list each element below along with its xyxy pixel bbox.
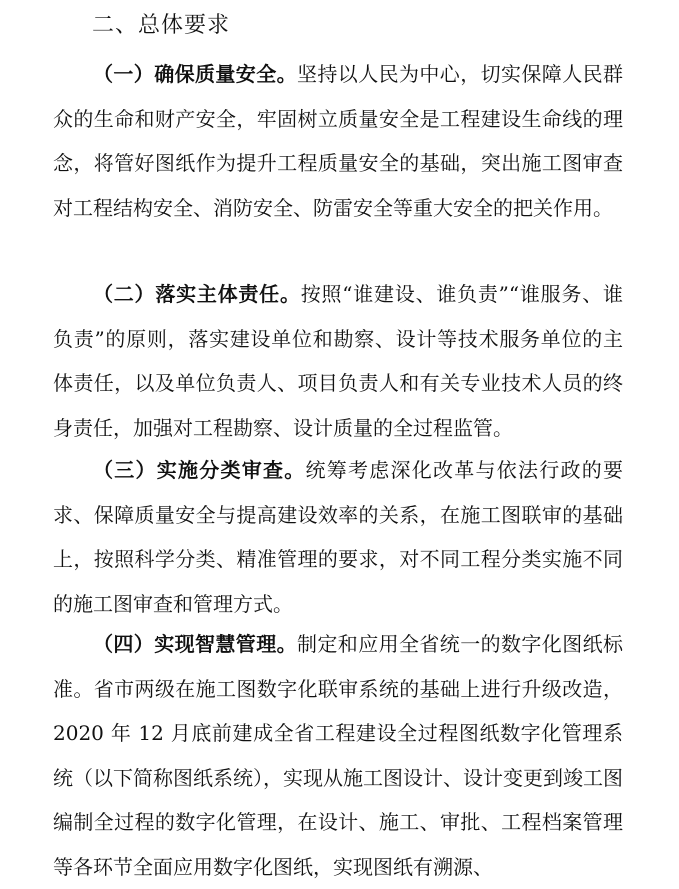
paragraph-3-lead: （三）实施分类审查。 (93, 458, 306, 482)
paragraph-1 (53, 52, 623, 230)
paragraph-3 (53, 448, 623, 626)
section-heading: 二、总体要求 (92, 13, 231, 38)
paragraph-2-body: 按照“谁建设、谁负责”“谁服务、谁负责”的原则，落实建设单位和勘察、设计等技术服务单位的主体责任，以及单位负责人、项目负责人和有关专业技术人员的终身责任，加强对工程勘察、设计质量的全过程监管。 (53, 282, 623, 440)
paragraph-4-body: 制定和应用全省统一的数字化图纸标准。省市两级在施工图数字化联审系统的基础上进行升级改造，2020 年 12 月底前建成全省工程建设全过程图纸数字化管理系统（以下简称图纸系统），实现从施工图设计、设计变更到竣工图编制全过程的数字化管理，在设计、施工、审批、工程档案管理等各环节全面应用数字化图纸，实现图纸有溯源、 (53, 632, 623, 879)
paragraph-4 (53, 622, 623, 889)
paragraph-1-body: 坚持以人民为中心，切实保障人民群众的生命和财产安全，牢固树立质量安全是工程建设生命线的理念，将管好图纸作为提升工程质量安全的基础，突出施工图审查对工程结构安全、消防安全、防雷安全等重大安全的把关作用。 (53, 62, 623, 220)
paragraph-2-lead: （二）落实主体责任。 (93, 282, 301, 306)
paragraph-1-lead: （一）确保质量安全。 (93, 62, 297, 86)
paragraph-2 (53, 272, 623, 450)
paragraph-4-lead: （四）实现智慧管理。 (93, 632, 297, 656)
paragraph-3-body: 统筹考虑深化改革与依法行政的要求、保障质量安全与提高建设效率的关系，在施工图联审的基础上，按照科学分类、精准管理的要求，对不同工程分类实施不同的施工图审查和管理方式。 (53, 458, 623, 616)
